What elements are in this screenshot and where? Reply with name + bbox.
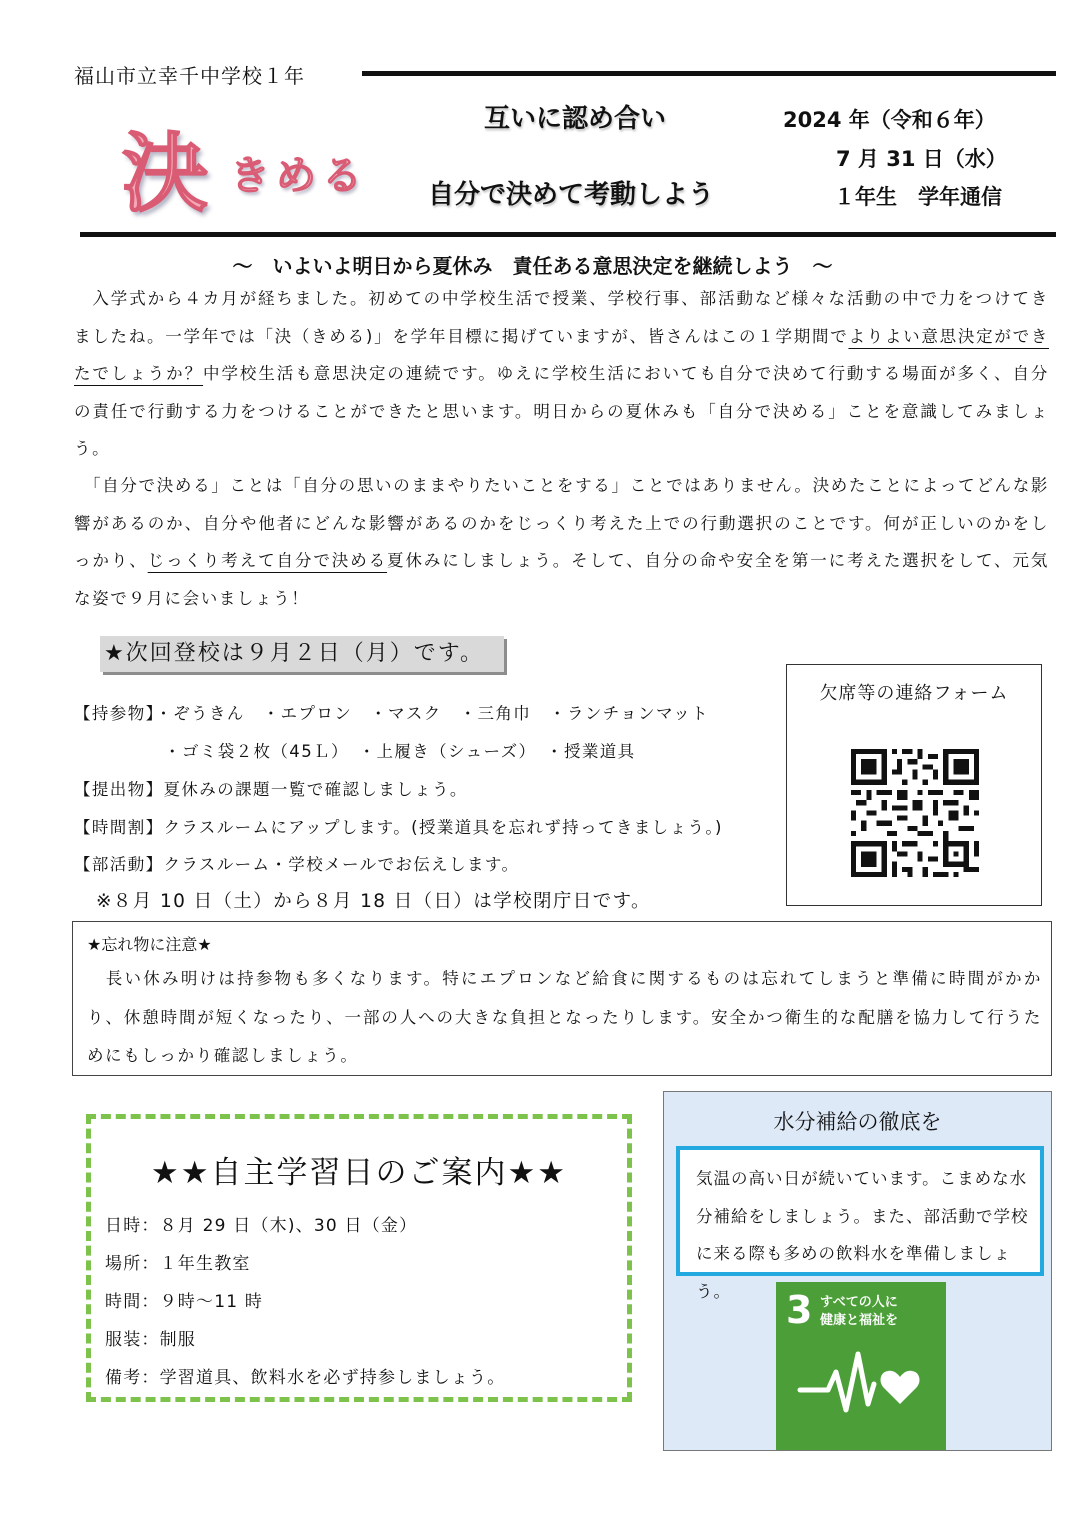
club-line: 【部活動】クラスルーム・学校メールでお伝えします。	[74, 855, 520, 874]
sdg-number: 3	[786, 1288, 813, 1332]
heartbeat-icon	[796, 1344, 926, 1424]
self-study-title: ★★自主学習日のご案内★★	[150, 1155, 568, 1191]
self-study-box	[86, 1114, 632, 1402]
forget-notice-title: ★忘れ物に注意★	[87, 935, 212, 954]
self-study-dress: 服装：制服	[105, 1330, 196, 1350]
closure-note: ※８月 10 日（土）から８月 18 日（日）は学校閉庁日です。	[96, 891, 651, 912]
intro-text: 「自分で決める」ことは「自分の思いのままやりたいことをする」ことではありません。決めたことによってどんな影響があるのか、自分や他者にどんな影響があるのかをじっくり考えた上での行動選択のことです。何が正しいのかをしっかり、	[74, 476, 1049, 570]
top-rule	[362, 71, 1056, 76]
hydration-message-box	[676, 1146, 1044, 1301]
self-study-place: 場所：１年生教室	[105, 1254, 251, 1274]
sdg-label-line: 健康と福祉を	[820, 1313, 899, 1328]
headline: ～ いよいよ明日から夏休み 責任ある意思決定を継続しよう ～	[232, 254, 833, 278]
logo-kanji: 決	[122, 124, 208, 224]
sdg-label	[820, 1294, 898, 1330]
newsletter-label: １年生 学年通信	[834, 185, 1002, 209]
logo	[122, 104, 382, 224]
intro-text: 夏休みにしましょう。そして、自分の命や安全を第一に考えた選択をして、元気な姿で９月に会いましょう！	[74, 551, 1049, 608]
next-school-day: ★次回登校は９月２日（月）です。	[100, 636, 504, 672]
absence-form-box	[786, 664, 1042, 906]
intro-underline: じっくり考えて自分で決める	[147, 551, 388, 570]
intro-underline: よりよい意思決定ができたでしょうか？	[74, 326, 1049, 383]
qr-code-icon[interactable]	[851, 749, 979, 877]
header-rule	[80, 232, 1056, 237]
slogan-line-1: 互いに認め合い	[484, 104, 667, 134]
self-study-date: 日時：８月 29 日（木)、30 日（金）	[105, 1216, 418, 1236]
sdg-3-icon	[776, 1282, 946, 1450]
belongings-line: 【持参物】・ぞうきん ・エプロン ・マスク ・三角巾 ・ランチョンマット	[74, 704, 709, 723]
hydration-box	[663, 1091, 1052, 1451]
intro-text: 入学式から４カ月が経ちました。初めての中学校生活で授業、学校行事、部活動など様々な活動の中で力をつけてきましたね。一学年では「決（きめる)」を学年目標に掲げていますが、皆さんはこの１学期間で	[74, 289, 1049, 346]
intro-paragraph-2	[74, 467, 1049, 617]
forget-notice-box	[72, 921, 1052, 1076]
logo-kana: きめる	[230, 153, 368, 199]
hydration-title: 水分補給の徹底を	[773, 1110, 942, 1134]
hydration-text: 気温の高い日が続いています。こまめな水分補給をしましょう。また、部活動で学校に来る際も多めの飲料水を準備しましょう。	[696, 1169, 1029, 1301]
school-name: 福山市立幸千中学校１年	[74, 64, 305, 88]
submission-line: 【提出物】夏休みの課題一覧で確認しましょう。	[74, 780, 468, 799]
sdg-label-line: すべての人に	[820, 1295, 898, 1310]
belongings-line: ・ゴミ袋２枚（45Ｌ） ・上履き（シューズ） ・授業道具	[164, 742, 636, 761]
issue-date: 7 月 31 日（水）	[836, 147, 1007, 171]
absence-form-title: 欠席等の連絡フォーム	[819, 683, 1009, 704]
timetable-line: 【時間割】クラスルームにアップします。(授業道具を忘れず持ってきましょう。)	[74, 818, 723, 837]
slogan-line-2: 自分で決めて考動しよう	[428, 180, 715, 210]
self-study-time: 時間：９時～11 時	[105, 1292, 264, 1312]
issue-year: 2024 年（令和６年）	[783, 108, 996, 132]
intro-paragraph-1	[74, 280, 1049, 468]
self-study-note: 備考：学習道具、飲料水を必ず持参しましょう。	[105, 1368, 506, 1388]
intro-text: 中学校生活も意思決定の連続です。ゆえに学校生活においても自分で決めて行動する場面が多く、自分の責任で行動する力をつけることができたと思います。明日からの夏休みも「自分で決める」ことを意識してみましょう。	[74, 364, 1050, 458]
forget-notice-text: 長い休み明けは持参物も多くなります。特にエプロンなど給食に関するものは忘れてしまうと準備に時間がかかり、休憩時間が短くなったり、一部の人への大きな負担となったりします。安全かつ衛生的な配膳を協力して行うためにもしっかり確認しましょう。	[87, 969, 1042, 1065]
